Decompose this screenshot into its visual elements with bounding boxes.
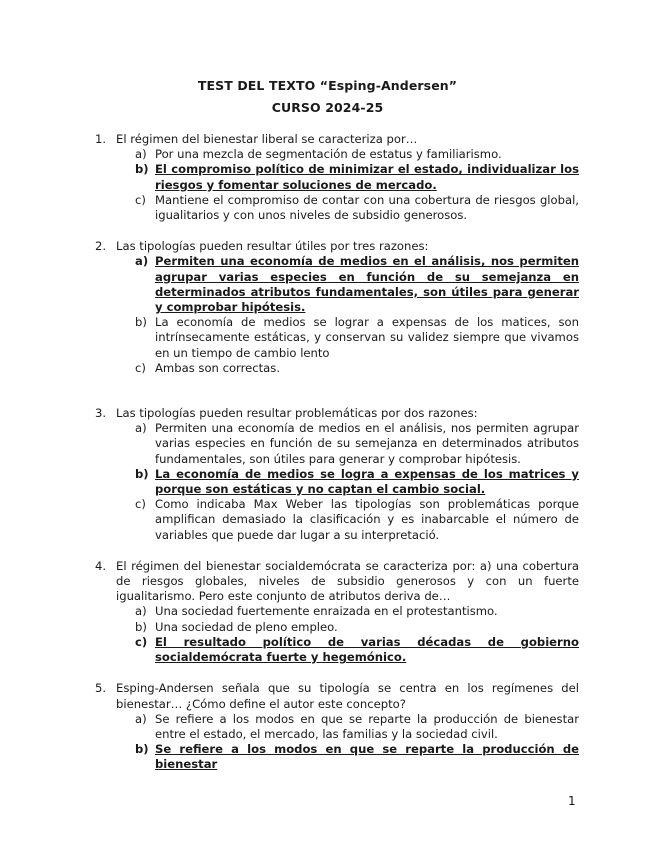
option-a-correct (116, 254, 579, 315)
option-letter: a) (135, 711, 147, 726)
option-text: Una sociedad fuertemente enraizada en el protestantismo. (155, 604, 498, 619)
question-number: 5. (95, 681, 107, 696)
option-b-correct (116, 742, 579, 772)
option-text: Por una mezcla de segmentación de estatus y familiarismo. (155, 147, 502, 162)
option-text: Como indicaba Max Weber las tipologías son problemáticas porque amplifican demasiado la clasificación y es inabarcable el número de variables que puede dar lugar a su interpretació. (155, 497, 579, 542)
option-letter: b) (135, 162, 149, 177)
option-text: El compromiso político de minimizar el estado, individualizar los riesgos y fomentar soluciones de mercado. (155, 162, 579, 192)
question-stem: Las tipologías pueden resultar útiles por tres razones: (116, 239, 429, 254)
question-number: 1. (95, 132, 107, 146)
option-letter: c) (135, 192, 146, 207)
option-letter: b) (135, 742, 149, 757)
option-b (116, 620, 579, 635)
course-label: CURSO 2024-25 (271, 100, 384, 115)
option-c (116, 497, 579, 543)
option-c (116, 361, 579, 376)
option-letter: a) (135, 254, 149, 269)
option-a (116, 147, 579, 162)
option-text: Permiten una economía de medios en el análisis, nos permiten agrupar varias especies en función de su semejanza en determinados atributos fundamentales, son útiles para generar y comprobar hipótesis. (155, 421, 579, 466)
question-stem: El régimen del bienestar socialdemócrata se caracteriza por: a) una cobertura de riesgos globales, niveles de subsidio generosos y con un fuerte igualitarismo. Pero este conjunto de atributos deriva de… (116, 558, 579, 604)
option-text: El resultado político de varias décadas de gobierno socialdemócrata fuerte y hegemónico. (155, 634, 579, 665)
option-text: Se refiere a los modos en que se reparte la producción de bienestar entre el estado, el mercado, las familias y la sociedad civil. (155, 711, 579, 741)
option-letter: a) (135, 604, 147, 619)
option-letter: b) (135, 619, 147, 634)
option-letter: c) (135, 634, 148, 649)
option-b-correct (116, 467, 579, 497)
question-number: 3. (95, 406, 107, 421)
question-3 (95, 406, 579, 543)
question-list (95, 132, 579, 789)
question-5 (95, 681, 579, 772)
option-a (116, 604, 579, 619)
question-stem: Esping-Andersen señala que su tipología se centra en los regímenes del bienestar… ¿Cómo define el autor este concepto? (116, 681, 579, 711)
option-letter: a) (135, 421, 147, 436)
option-c-correct (116, 635, 579, 665)
option-c (116, 193, 579, 223)
question-stem: El régimen del bienestar liberal se caracteriza por… (116, 132, 418, 146)
option-text: Mantiene el compromiso de contar con una cobertura de riesgos global, igualitarios y con unos niveles de subsidio generosos. (155, 192, 579, 223)
option-letter: b) (135, 315, 147, 330)
option-text: Ambas son correctas. (155, 360, 281, 375)
question-1 (95, 132, 579, 223)
option-text: La economía de medios se logra a expensas de los matrices y porque son estáticas y no captan el cambio social. (155, 466, 579, 497)
option-letter: b) (135, 466, 149, 481)
question-2 (95, 239, 579, 376)
question-number: 2. (95, 239, 107, 254)
option-text: La economía de medios se lograr a expensas de los matices, son intrínsecamente estáticas, y conservan su validez siempre que vivamos en un tiempo de cambio lento (155, 315, 579, 360)
option-b (116, 315, 579, 361)
question-4 (95, 559, 579, 665)
question-stem: Las tipologías pueden resultar problemáticas por dos razones: (116, 406, 478, 421)
option-letter: c) (135, 360, 146, 375)
option-b-correct (116, 162, 579, 192)
option-letter: c) (135, 497, 146, 512)
option-text: Permiten una economía de medios en el análisis, nos permiten agrupar varias especies en función de su semejanza en determinados atributos fundamentales, son útiles para generar y comprobar hipótesis. (155, 254, 579, 315)
page-number: 1 (568, 794, 576, 808)
option-text: Una sociedad de pleno empleo. (155, 619, 338, 634)
option-a (116, 712, 579, 742)
page-title: TEST DEL TEXTO “Esping-Andersen” (197, 78, 458, 93)
option-letter: a) (135, 147, 147, 162)
option-a (116, 421, 579, 467)
option-text: Se refiere a los modos en que se reparte la producción de bienestar (155, 742, 579, 772)
question-number: 4. (95, 558, 107, 573)
